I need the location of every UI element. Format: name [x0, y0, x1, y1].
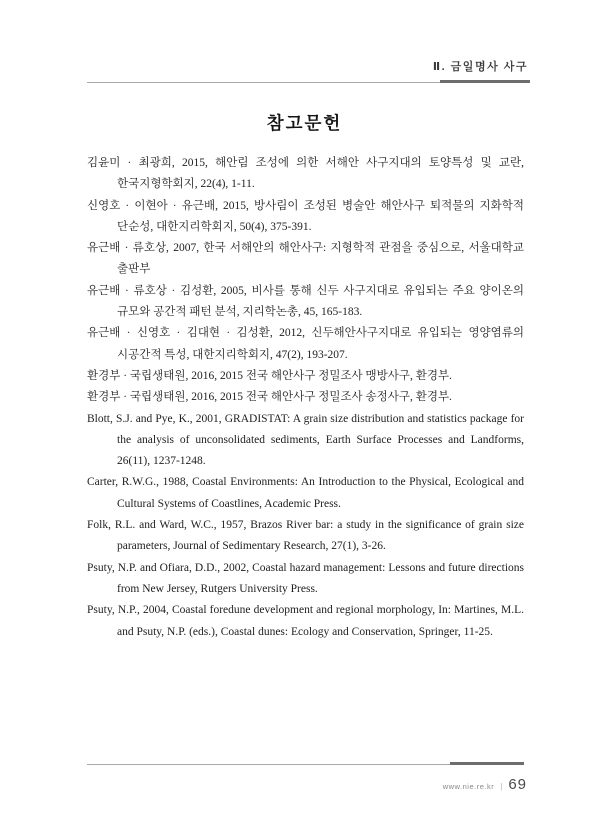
page-number: 69: [508, 776, 527, 793]
reference-entry: Blott, S.J. and Pye, K., 2001, GRADISTAT: A grain size distribution and statistics package for the analysis of unconsolidated sediments, Earth Surface Processes and Landforms, 26(11), 1237-1248.: [87, 412, 524, 468]
reference-list: [87, 153, 524, 643]
reference-entry: Psuty, N.P., 2004, Coastal foredune development and regional morphology, In: Martines, M.L. and Psuty, N.P. (eds.), Coastal dunes: Ecology and Conservation, Springer, 11-25.: [87, 604, 524, 638]
footer: [443, 776, 527, 793]
reference-entry: Carter, R.W.G., 1988, Coastal Environments: An Introduction to the Physical, Ecological and Cultural Systems of Coastlines, Academic Press.: [87, 476, 524, 510]
reference-entry: 환경부 · 국립생태원, 2016, 2015 전국 해안사구 정밀조사 맹방사구, 환경부.: [87, 369, 452, 382]
reference-entry: 유근배 · 신영호 · 김대현 · 김성환, 2012, 신두해안사구지대로 유입되는 영양염류의 시공간적 특성, 대한지리학회지, 47(2), 193-207.: [87, 327, 524, 361]
reference-entry: Psuty, N.P. and Ofiara, D.D., 2002, Coastal hazard management: Lessons and future directions from New Jersey, Rutgers University Press.: [87, 561, 524, 595]
reference-entry: 환경부 · 국립생태원, 2016, 2015 전국 해안사구 정밀조사 송정사구, 환경부.: [87, 391, 452, 404]
footer-separator: |: [500, 782, 503, 791]
page-title: 참고문헌: [266, 113, 343, 133]
reference-entry: 유근배 · 류호상, 2007, 한국 서해안의 해안사구: 지형학적 관점을 중심으로, 서울대학교 출판부: [87, 242, 524, 276]
reference-entry: 신영호 · 이현아 · 유근배, 2015, 방사림이 조성된 병술안 해안사구 퇴적물의 지화학적 단순성, 대한지리학회지, 50(4), 375-391.: [87, 199, 524, 233]
chapter-header-label: Ⅱ. 금일명사 사구: [432, 61, 528, 73]
reference-entry: 유근배 · 류호상 · 김성환, 2005, 비사를 통해 신두 사구지대로 유입되는 주요 양이온의 규모와 공간적 패턴 분석, 지리학논총, 45, 165-183.: [87, 284, 524, 319]
footer-rule-thick: [450, 762, 524, 765]
reference-entry: 김윤미 · 최광희, 2015, 해안림 조성에 의한 서해안 사구지대의 토양특성 및 교란, 한국지형학회지, 22(4), 1-11.: [87, 157, 524, 191]
header-rule-thick: [440, 80, 530, 83]
reference-entry: Folk, R.L. and Ward, W.C., 1957, Brazos River bar: a study in the significance of grain size parameters, Journal of Sedimentary Research, 27(1), 3-26.: [87, 519, 524, 553]
footer-website-text: www.nie.re.kr: [442, 782, 495, 791]
